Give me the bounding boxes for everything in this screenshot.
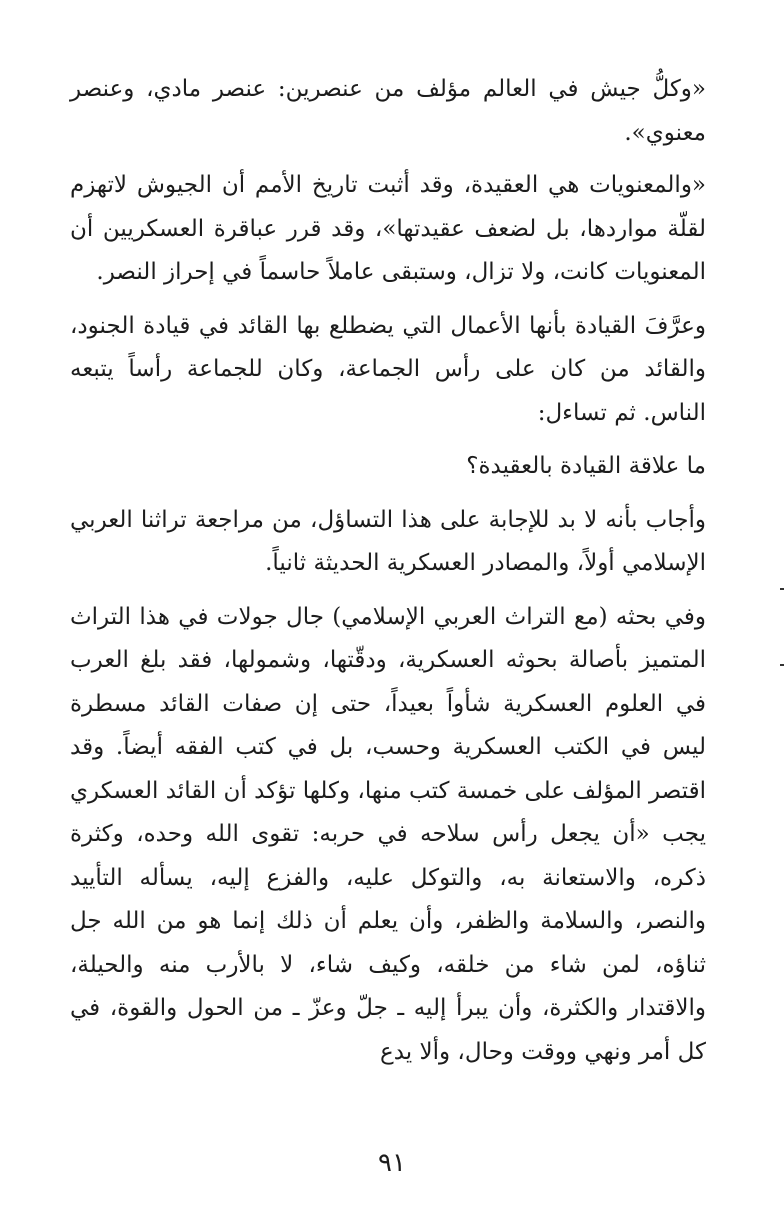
paragraph-6: وفي بحثه (مع التراث العربي الإسلامي) جال جولات في هذا التراث المتميز بأصالة بحوثه العسكرية، ودقّتها، وشمولها، فقد بلغ العرب في العلوم العسكرية شأواً بعيداً، حتى إن صفات القائد مسطرة ليس في الكتب العسكرية وحسب، بل في كتب الفقه أيضاً. وقد اقتصر المؤلف على خمسة كتب منها، وكلها تؤكد أن القائد العسكري يجب «أن يجعل رأس سلاحه في حربه: تقوى الله وحده، وكثرة ذكره، والاستعانة به، والتوكل عليه، والفزع إليه، يسأله التأييد والنصر، والسلامة والظفر، وأن يعلم أن ذلك إنما هو من الله جل ثناؤه، لمن شاء من خلقه، وكيف شاء، لا بالأرب منه والحيلة، والاقتدار والكثرة، وأن يبرأ إليه ـ جلّ وعزّ ـ من الحول والقوة، في كل أمر ونهي ووقت وحال، وألا يدع — [70, 603, 706, 1065]
paragraph-1: «وكلُّ جيش في العالم مؤلف من عنصرين: عنصر مادي، وعنصر معنوي». — [70, 76, 706, 146]
scan-edge-mark — [780, 588, 784, 590]
paragraph-5: وأجاب بأنه لا بد للإجابة على هذا التساؤل، من مراجعة تراثنا العربي الإسلامي أولاً، والمصادر العسكرية الحديثة ثانياً. — [70, 506, 706, 576]
page-number: ٩١ — [378, 1148, 406, 1178]
page-body-text — [70, 68, 706, 1074]
scan-edge-mark — [780, 664, 784, 666]
paragraph-4-question: ما علاقة القيادة بالعقيدة؟ — [466, 453, 706, 479]
paragraph-3: وعرَّفَ القيادة بأنها الأعمال التي يضطلع بها القائد في قيادة الجنود، والقائد من كان على رأس الجماعة، وكان للجماعة رأساً يتبعه الناس. ثم تساءل: — [70, 312, 706, 426]
paragraph-2: «والمعنويات هي العقيدة، وقد أثبت تاريخ الأمم أن الجيوش لاتهزم لقلّة مواردها، بل لضعف عقيدتها»، وقد قرر عباقرة العسكريين أن المعنويات كانت، ولا تزال، وستبقى عاملاً حاسماً في إحراز النصر. — [70, 172, 706, 285]
